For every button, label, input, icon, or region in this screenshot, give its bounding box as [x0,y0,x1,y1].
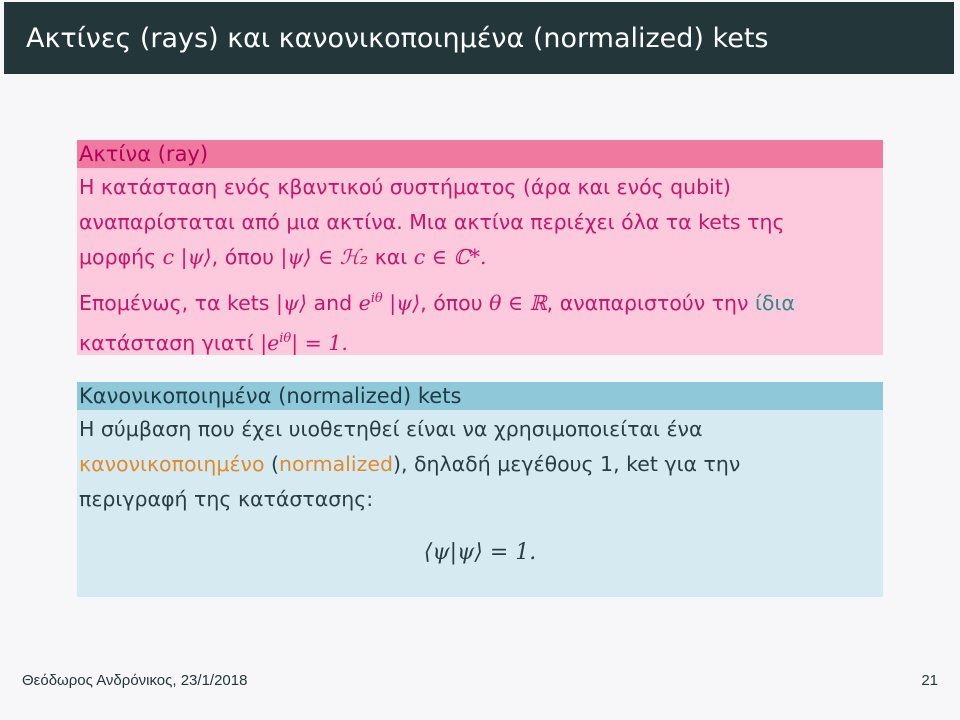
normalized-line2-a: ( [264,452,280,476]
ray-math-c-in-c-star: c ∈ ℂ*. [413,245,487,269]
normalized-line3: περιγραφή της κατάστασης: [79,487,374,511]
footer-author-date: Θεόδωρος Ανδρόνικος, 23/1/2018 [22,672,248,689]
ray-math-psi: |ψ⟩ [276,290,307,315]
ray-p2-line1-c: , όπου [420,290,490,315]
ray-p1-line1: Η κατάσταση ενός κβαντικού συστήματος (άρα και ενός qubit) [79,175,731,199]
page-number: 21 [921,672,938,689]
ray-p1-line3-b: , όπου [211,245,281,269]
ray-p2-line2-a: κατάσταση γιατί [79,330,261,355]
normalized-line1: Η σύμβαση που έχει υιοθετηθεί είναι να χρησιμοποιείται ένα [79,417,703,441]
title-bar [4,2,954,74]
ray-math-c-psi: c |ψ⟩ [162,245,212,269]
ray-block-body [77,168,883,365]
normalized-block [77,382,883,597]
ray-paragraph-1 [79,170,881,275]
ray-p1-line2: αναπαρίσταται από μια ακτίνα. Μια ακτίνα περιέχει όλα τα kets της [79,210,785,234]
normalized-highlight-greek: κανονικοποιημένο [79,452,265,476]
ray-p2-line1-a: Επομένως, τα kets [79,290,277,315]
ray-p2-line1-d: , αναπαριστούν την [546,290,755,315]
normalized-line2-b: ), δηλαδή μεγέθους 1, ket για την [392,452,741,476]
ray-block [77,140,883,355]
ray-math-theta-in-r: θ ∈ ℝ [489,290,547,315]
ray-p1-line3-a: μορφής [79,245,163,269]
ray-paragraph-2 [79,281,881,361]
normalization-equation: ⟨ψ|ψ⟩ = 1. [423,540,537,565]
ray-p1-line3-c: και [368,245,414,269]
ray-highlight-same: ίδια [755,290,795,315]
ray-math-abs-phase: $|e^{i\theta}| = 1$. [260,330,348,355]
ray-math-phase-psi: $e^{i\theta}$ |ψ⟩ [358,290,421,315]
ray-math-psi-in-h2: |ψ⟩ ∈ ℋ₂ [280,245,369,269]
ray-block-heading: Ακτίνα (ray) [77,140,883,168]
normalized-highlight-english: normalized [279,452,393,476]
normalized-paragraph [79,412,881,517]
normalized-block-heading: Κανονικοποιημένα (normalized) kets [77,382,883,410]
slide-title: Ακτίνες (rays) και κανονικοποιημένα (normalized) kets [26,22,769,54]
normalized-block-body [77,410,883,574]
ray-p2-line1-b: and [307,290,359,315]
